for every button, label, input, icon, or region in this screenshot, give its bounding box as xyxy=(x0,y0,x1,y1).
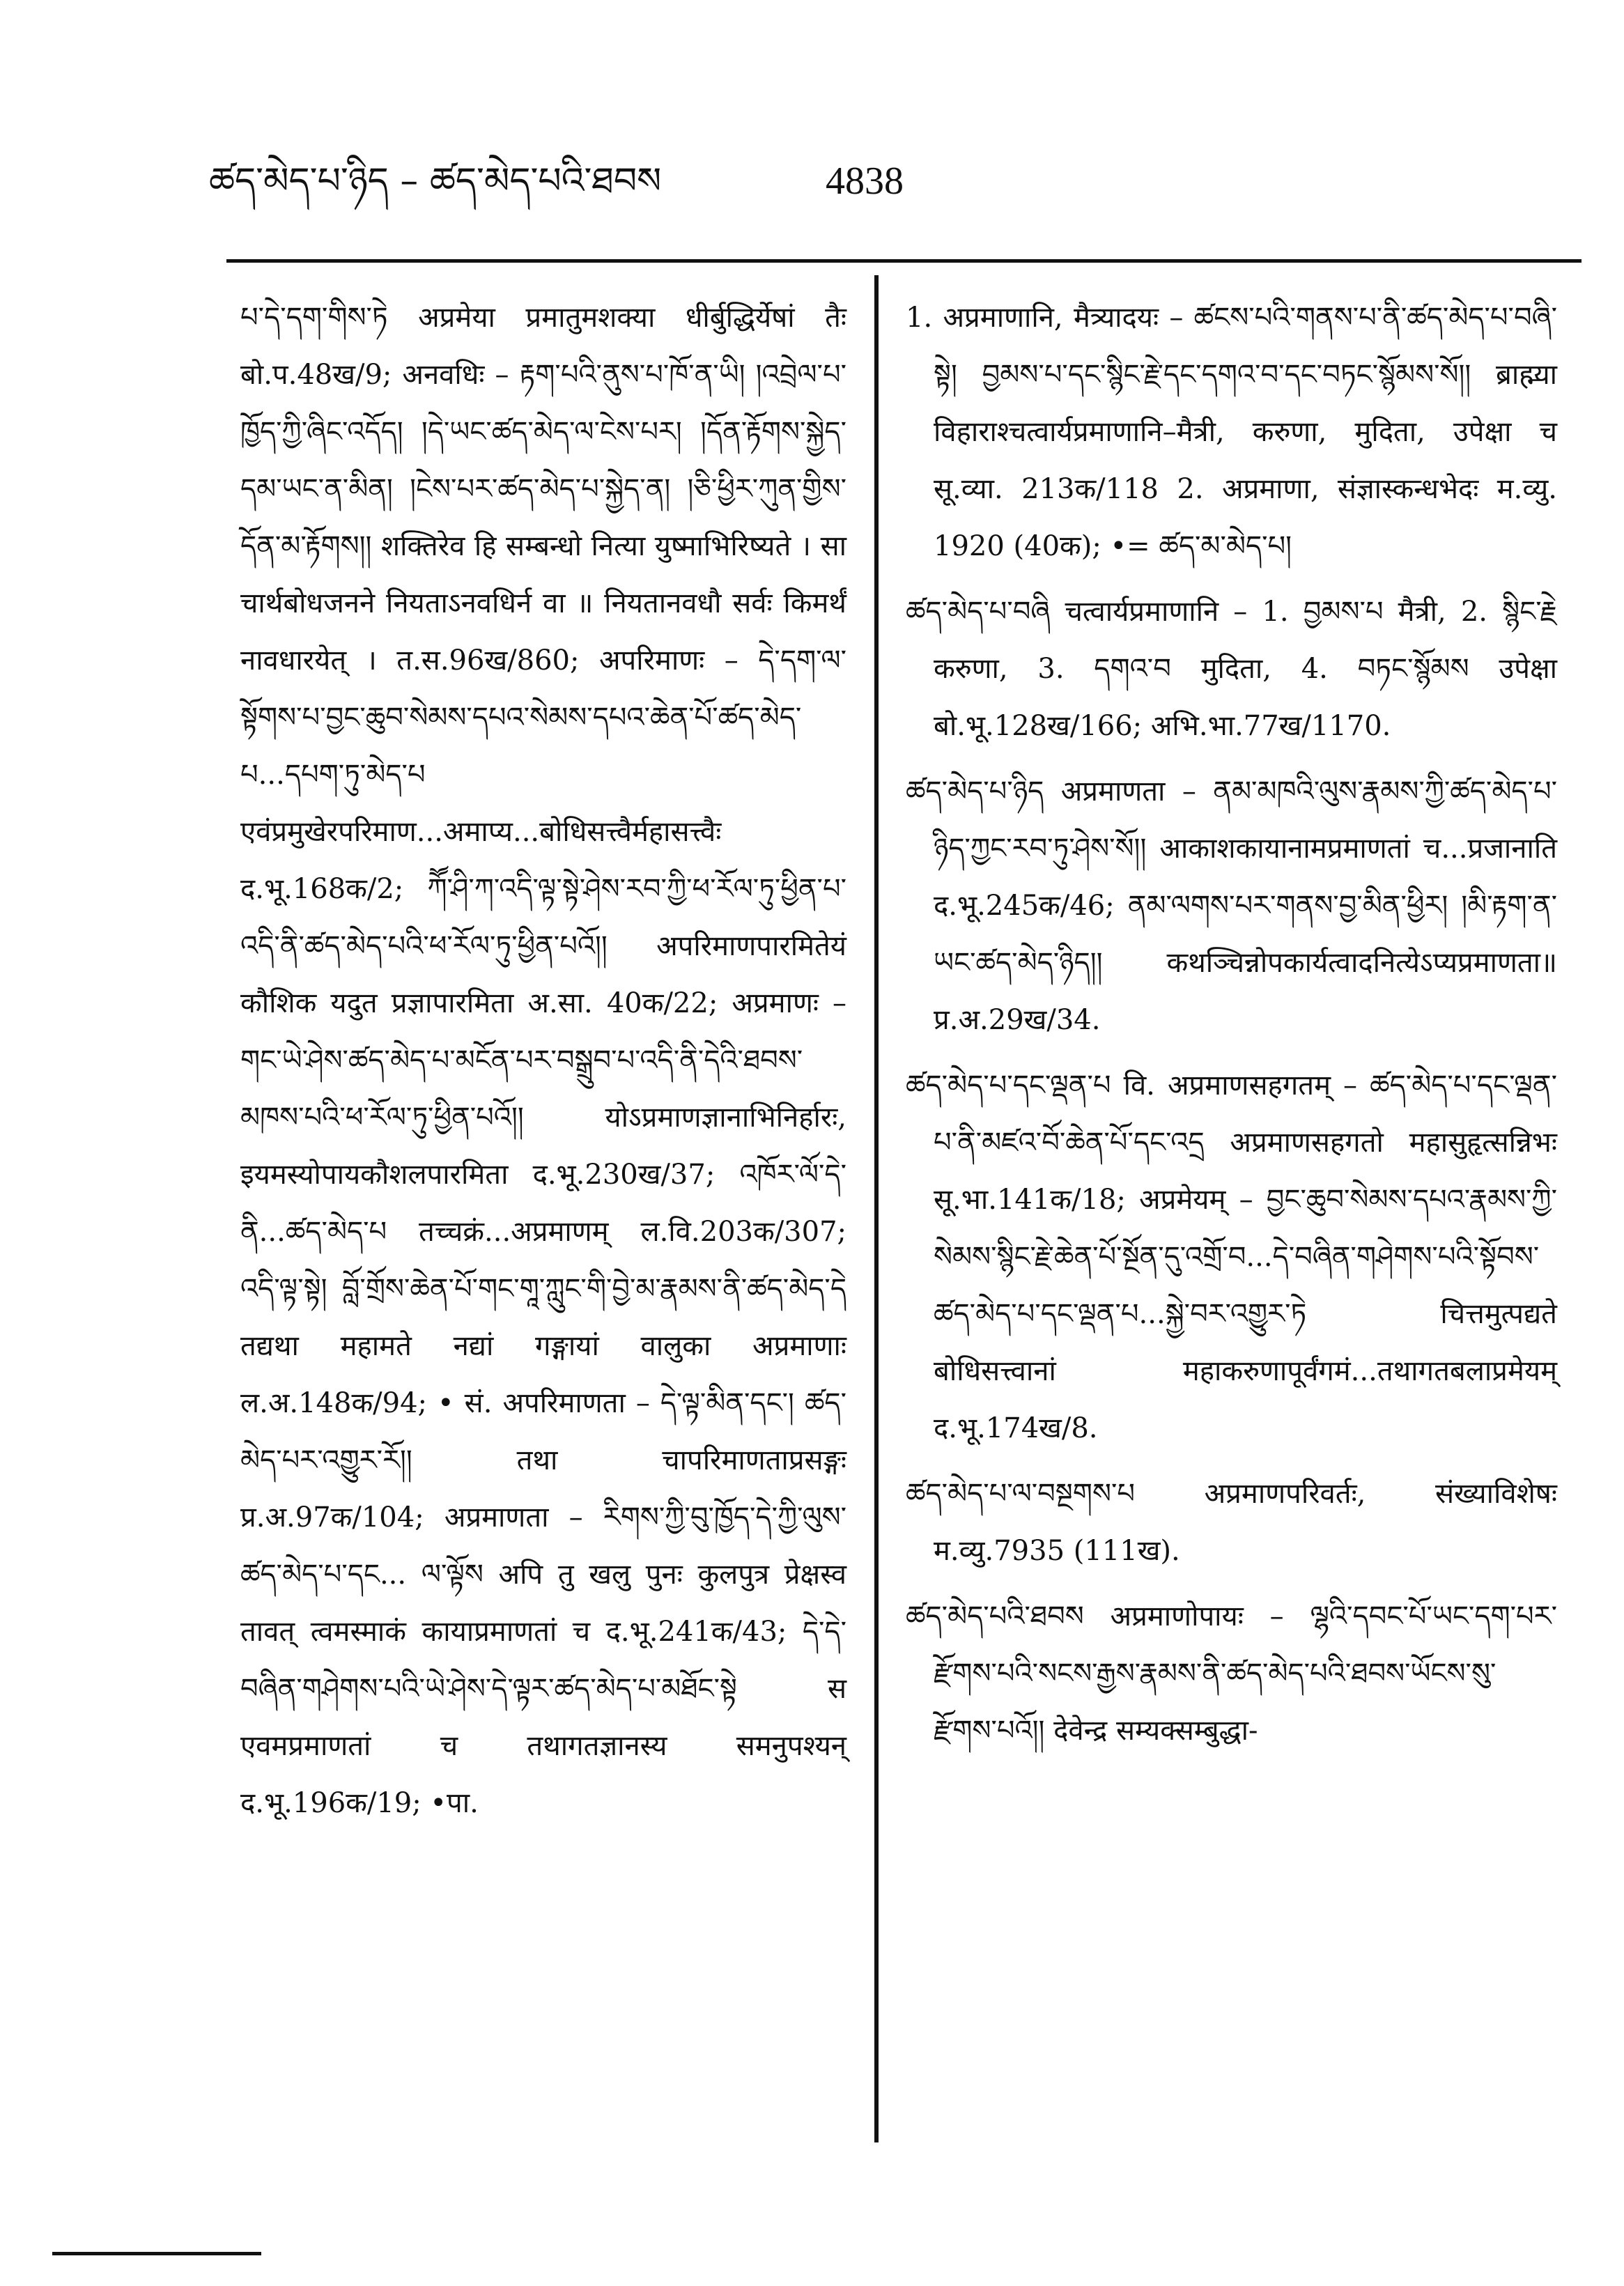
running-header: ཚད་མེད་པ་ཉིད – ཚད་མེད་པའི་ཐབས xyxy=(209,160,662,202)
entry-tshad-med-pa-dang-ldan-pa: ཚད་མེད་པ་དང་ལྡན་པ वि. अप्रमाणसहगतम् – ཚད་མེད་པ་དང་ལྡན་པ་ནི་མཛའ་བོ་ཆེན་པོ་དང་འདྲ अप्रमाणसहगतो महासुहृत्सन्निभः सू.भा.141क/18; अप्रमेयम् – བྱང་ཆུབ་སེམས་དཔའ་རྣམས་ཀྱི་སེམས་སྙིང་རྗེ་ཆེན་པོ་སྔོན་དུ་འགྲོ་བ...དེ་བཞིན་གཤེགས་པའི་སྟོབས་ཚད་མེད་པ་དང་ལྡན་པ...སྐྱེ་བར་འགྱུར་ཏེ चित्तमुत्पद्यते बोधिसत्त्वानां महाकरुणापूर्वंगमं...तथागतबलाप्रमेयम् द.भू.174ख/8. xyxy=(906,1069,1557,1444)
entry-tshad-med-pa-bzhi: ཚད་མེད་པ་བཞི चत्वार्यप्रमाणानि – 1. བྱམས་པ मैत्री, 2. སྙིང་རྗེ करुणा, 3. དགའ་བ मुदिता, 4. བཏང་སྙོམས उपेक्षा बो.भू.128ख/166; अभि.भा.77ख/1170. xyxy=(906,596,1557,742)
footer-rule xyxy=(52,2252,261,2255)
header-rule xyxy=(226,259,1582,263)
page-number: 4838 xyxy=(826,160,904,203)
left-column-paragraph: པ་དེ་དག་གིས་ཏེ अप्रमेया प्रमातुमशक्या धीर्बुद्धिर्येषां तैः बो.प.48ख/9; अनवधिः – རྟག་པའི་ནུས་པ་ཁོ་ན་ཡི། །འབྲེལ་པ་ཁྱོད་ཀྱི་ཞིང་འདོད། །དེ་ཡང་ཚད་མེད་ལ་ངེས་པར། །དོན་རྟོགས་སྐྱེད་དམ་ཡང་ན་མིན། །ངེས་པར་ཚད་མེད་པ་སྐྱེད་ན། །ཅི་ཕྱིར་ཀུན་གྱིས་དོན་མ་རྟོགས།། शक्तिरेव हि सम्बन्धो नित्या युष्माभिरिष्यते । सा चार्थबोधजनने नियताऽनवधिर्न वा ॥ नियतानवधौ सर्वः किमर्थं नावधारयेत् । त.स.96ख/860; अपरिमाणः – དེ་དག་ལ་སྟོགས་པ་བྱང་ཆུབ་སེམས་དཔའ་སེམས་དཔའ་ཆེན་པོ་ཚད་མེད་པ...དཔག་ཏུ་མེད་པ एवंप्रमुखेरपरिमाण...अमाप्य...बोधिसत्त्वैर्महासत्त्वैः द.भू.168क/2; ཀཽ་ཤི་ཀ་འདི་ལྟ་སྟེ་ཤེས་རབ་ཀྱི་ཕ་རོལ་ཏུ་ཕྱིན་པ་འདི་ནི་ཚད་མེད་པའི་ཕ་རོལ་ཏུ་ཕྱིན་པའོ།། अपरिमाणपारमितेयं कौशिक यदुत प्रज्ञापारमिता अ.सा. 40क/22; अप्रमाणः – གང་ཡེ་ཤེས་ཚད་མེད་པ་མངོན་པར་བསྒྲུབ་པ་འདི་ནི་དེའི་ཐབས་མཁས་པའི་ཕ་རོལ་ཏུ་ཕྱིན་པའོ།། योऽप्रमाणज्ञानाभिनिर्हारः, इयमस्योपायकौशलपारमिता द.भू.230ख/37; འཁོར་ལོ་དེ་ནི...ཚད་མེད་པ तच्चक्रं...अप्रमाणम् ल.वि.203क/307; འདི་ལྟ་སྟེ། བློ་གྲོས་ཆེན་པོ་གང་གཱ་ཀླུང་གི་བྱེ་མ་རྣམས་ནི་ཚད་མེད་དེ तद्यथा महामते नद्यां गङ्गायां वालुका अप्रमाणाः ल.अ.148क/94; • सं. अपरिमाणता – དེ་ལྟ་མིན་དང་། ཚད་མེད་པར་འགྱུར་རོ།། तथा चापरिमाणताप्रसङ्गः प्र.अ.97क/104; अप्रमाणता – རིགས་ཀྱི་བུ་ཁྱོད་དེ་ཀྱི་ལུས་ཚད་མེད་པ་དང... ལ་ལྟོས अपि तु खलु पुनः कुलपुत्र प्रेक्षस्व तावत् त्वमस्माकं कायाप्रमाणतां च द.भू.241क/43; དེ་དེ་བཞིན་གཤེགས་པའི་ཡེ་ཤེས་དེ་ལྟར་ཚད་མེད་པ་མཐོང་སྟེ स एवमप्रमाणतां च तथागतज्ञानस्य समनुपश्यन् द.भू.196क/19; •पा. xyxy=(240,302,846,1819)
entry-tshad-med-pa-nyid: ཚད་མེད་པ་ཉིད अप्रमाणता – ནམ་མཁའི་ལུས་རྣམས་ཀྱི་ཚད་མེད་པ་ཉིད་ཀྱང་རབ་ཏུ་ཤེས་སོ།། आकाशकायानामप्रमाणतां च...प्रजानाति द.भू.245क/46; ནམ་ལགས་པར་གནས་བྱ་མིན་ཕྱིར། །མི་རྟག་ན་ཡང་ཚད་མེད་ཉིད།། कथञ्चिन्नोपकार्यत्वादनित्येऽप्यप्रमाणता॥ प्र.अ.29ख/34. xyxy=(906,775,1557,1036)
right-column xyxy=(906,289,1557,1768)
entry-apramanopaya: ཚད་མེད་པའི་ཐབས अप्रमाणोपायः – ལྷའི་དབང་པོ་ཡང་དག་པར་རྫོགས་པའི་སངས་རྒྱས་རྣམས་ནི་ཚད་མེད་པའི་ཐབས་ཡོངས་སུ་རྫོགས་པའོ།། देवेन्द्र सम्यक्सम्बुद्धा- xyxy=(906,1600,1557,1747)
entry-apramana-parivarta: ཚད་མེད་པ་ལ་བསྔགས་པ अप्रमाणपरिवर्तः, संख्याविशेषः म.व्यु.7935 (111ख). xyxy=(906,1478,1557,1567)
left-column xyxy=(240,289,846,1840)
column-divider xyxy=(874,275,879,2142)
entry-apramanani: 1. अप्रमाणानि, मैत्र्यादयः – ཚངས་པའི་གནས་པ་ནི་ཚད་མེད་པ་བཞི་སྟེ། བྱམས་པ་དང་སྙིང་རྗེ་དང་དགའ་བ་དང་བཏང་སྙོམས་སོ།། ब्राह्म्या विहाराश्चत्वार्यप्रमाणानि–मैत्री, करुणा, मुदिता, उपेक्षा च सू.व्या. 213क/118 2. अप्रमाणा, संज्ञास्कन्धभेदः म.व्यु. 1920 (40क); •= ཚད་མ་མེད་པ། xyxy=(906,302,1557,562)
